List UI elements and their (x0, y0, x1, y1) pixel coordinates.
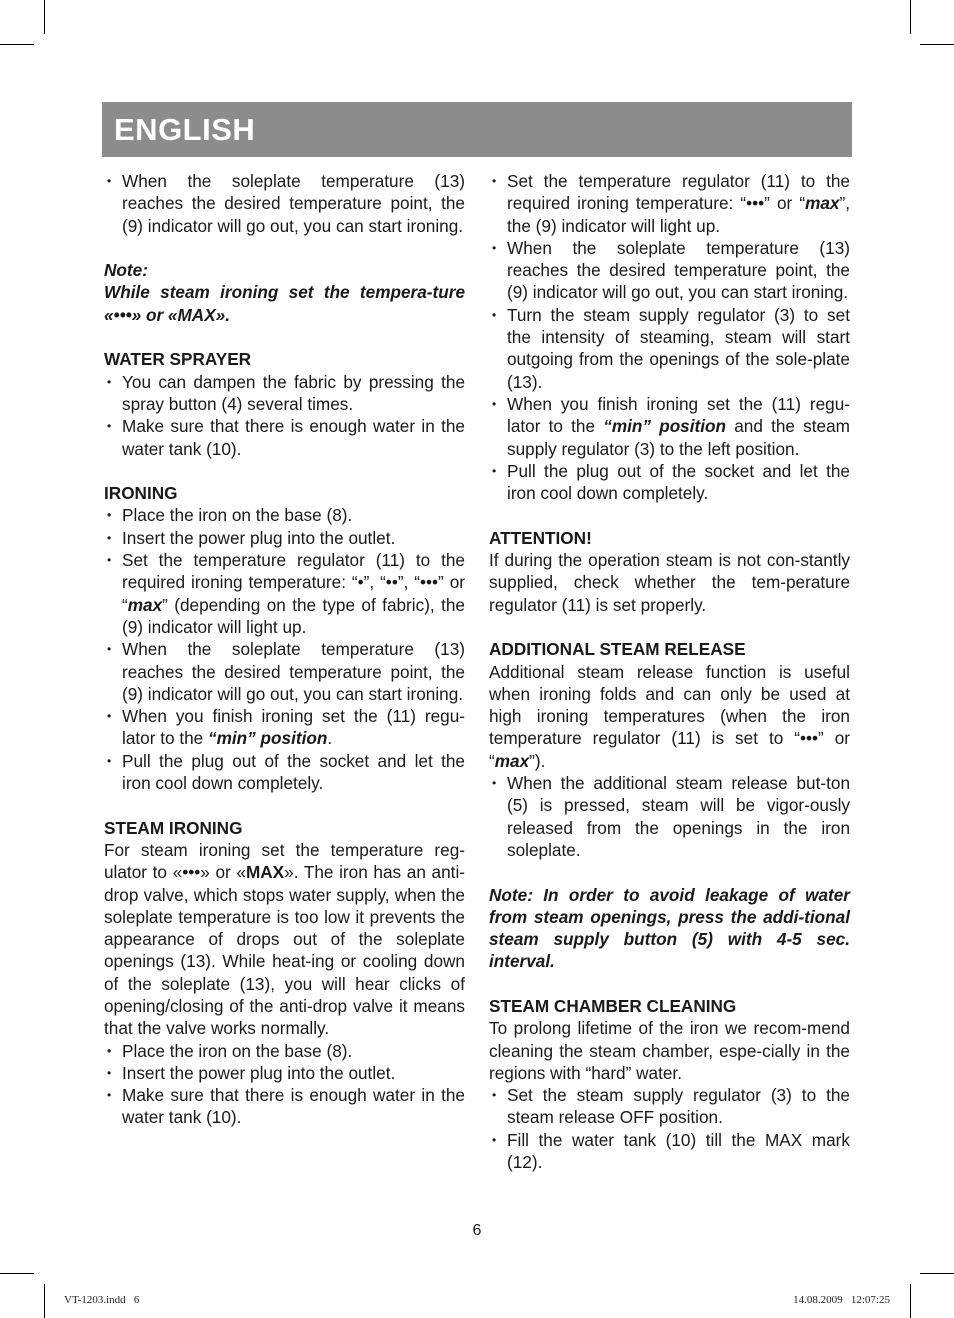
emphasis: max (494, 750, 530, 771)
text-run: ”, the (9) indicator will light up. (507, 193, 850, 236)
list-item: • Pull the plug out of the socket and let the iron cool down completely. (104, 750, 465, 795)
ironing-list (104, 504, 465, 794)
crop-mark (0, 1273, 34, 1274)
list-item (489, 170, 850, 237)
steam-list (104, 1040, 465, 1129)
list-item: • When the additional steam release but-ton (5) is pressed, steam will be vigor-ously released from the openings in the iron soleplate. (489, 772, 850, 861)
text-run: When you finish ironing set the (11) regu-lator to the (122, 706, 465, 749)
emphasis: max (805, 193, 840, 214)
list-item: • Place the iron on the base (8). (104, 1040, 465, 1062)
crop-mark (920, 1273, 954, 1274)
crop-mark (920, 44, 954, 45)
list-item (104, 549, 465, 638)
note-leakage: Note: In order to avoid leakage of water from steam openings, press the addi-tional steam supply button (5) with 4-5 sec. interval. (489, 884, 850, 972)
text-run: When you finish ironing set the (11) regu-lator to the (507, 393, 850, 437)
list-item (489, 393, 850, 460)
left-column (104, 170, 465, 1129)
section-heading-additional-steam: ADDITIONAL STEAM RELEASE (489, 639, 746, 660)
list-item: • When the soleplate temperature (13) reaches the desired temperature point, the (9) indicator will go out, you can start ironing. (104, 170, 465, 237)
page-title: ENGLISH (114, 111, 256, 147)
list-item: • Set the steam supply regulator (3) to the steam release OFF position. (489, 1084, 850, 1129)
footer-datetime: 14.08.2009 12:07:25 (793, 1294, 890, 1306)
text-run: ” (depending on the type of fabric), the (9) indicator will light up. (122, 594, 465, 637)
list-item: • Insert the power plug into the outlet. (104, 527, 465, 549)
steam-ironing-paragraph (104, 839, 465, 1040)
list-item (104, 705, 465, 750)
footer-file-label: VT-1203.indd 6 (64, 1294, 140, 1306)
crop-mark (44, 1284, 45, 1318)
emphasis: “min” position (208, 728, 328, 749)
section-header-bar (102, 102, 852, 157)
section-heading-steam-ironing: STEAM IRONING (104, 817, 243, 838)
list-item: • Place the iron on the base (8). (104, 504, 465, 526)
list-item: • You can dampen the fabric by pressing the spray button (4) several times. (104, 371, 465, 416)
list-item: • Make sure that there is enough water in the water tank (10). (104, 415, 465, 460)
crop-mark (910, 0, 911, 34)
text-run: Additional steam release function is useful when ironing folds and can only be used at high ironing temperatures (when the iron temperature regulator (11) is set to “•••” or “ (489, 661, 850, 771)
additional-steam-paragraph (489, 661, 850, 772)
text-run: and the steam supply regulator (3) to the left position. (507, 416, 850, 459)
section-heading-attention: ATTENTION! (489, 527, 592, 548)
text-run: Set the temperature regulator (11) to the required ironing temperature: “•”, “••”, “•••” or “ (122, 550, 465, 615)
list-item: • When the soleplate temperature (13) reaches the desired temperature point, the (9) indicator will go out, you can start ironing. (104, 638, 465, 705)
list-item: • Pull the plug out of the socket and let the iron cool down completely. (489, 460, 850, 505)
note-text: While steam ironing set the tempera-ture «•••» or «MAX». (104, 282, 465, 325)
text-run: For steam ironing set the temperature reg-ulator to «•••» or « (104, 839, 465, 883)
attention-text: If during the operation steam is not con-stantly supplied, check whether the tem-perature regulator (11) is set properly. (489, 550, 850, 615)
list-item: • Insert the power plug into the outlet. (104, 1062, 465, 1084)
cleaning-text: To prolong lifetime of the iron we recom-mend cleaning the steam chamber, espe-cially in the regions with “hard” water. (489, 1018, 850, 1083)
text-run: ». The iron has an anti-drop valve, which stops water supply, when the soleplate temperature is too low it prevents the appearance of drops out of the soleplate openings (13). While heat-ing or cooling down of the soleplate (13), you will hear clicks of opening/closing of the anti-drop valve it means that the valve works normally. (104, 862, 465, 1039)
text-run: ”). (529, 750, 546, 771)
list-item: • Make sure that there is enough water in the water tank (10). (104, 1084, 465, 1129)
list-item: • Turn the steam supply regulator (3) to set the intensity of steaming, steam will start outgoing from the openings of the sole-plate (13). (489, 304, 850, 393)
list-item: • Fill the water tank (10) till the MAX mark (12). (489, 1129, 850, 1174)
text-run: . (327, 728, 333, 749)
text-run: Set the temperature regulator (11) to the required ironing temperature: “•••” or “ (507, 171, 850, 214)
emphasis: MAX (245, 862, 285, 883)
section-heading-steam-chamber-cleaning: STEAM CHAMBER CLEANING (489, 995, 737, 1016)
steam-steps-list (489, 170, 850, 504)
crop-mark (0, 44, 34, 45)
additional-steam-list (489, 772, 850, 861)
note-title: Note: (104, 260, 148, 281)
sprayer-list (104, 371, 465, 460)
emphasis: “min” position (603, 416, 727, 437)
section-heading-ironing: IRONING (104, 483, 178, 504)
intro-list (104, 170, 465, 237)
crop-mark (44, 0, 45, 34)
right-column (489, 170, 850, 1173)
page-number: 6 (472, 1222, 482, 1239)
section-heading-water-sprayer: WATER SPRAYER (104, 349, 252, 370)
emphasis: max (127, 594, 163, 615)
crop-mark (910, 1284, 911, 1318)
list-item: • When the soleplate temperature (13) reaches the desired temperature point, the (9) indicator will go out, you can start ironing. (489, 237, 850, 304)
cleaning-list (489, 1084, 850, 1173)
